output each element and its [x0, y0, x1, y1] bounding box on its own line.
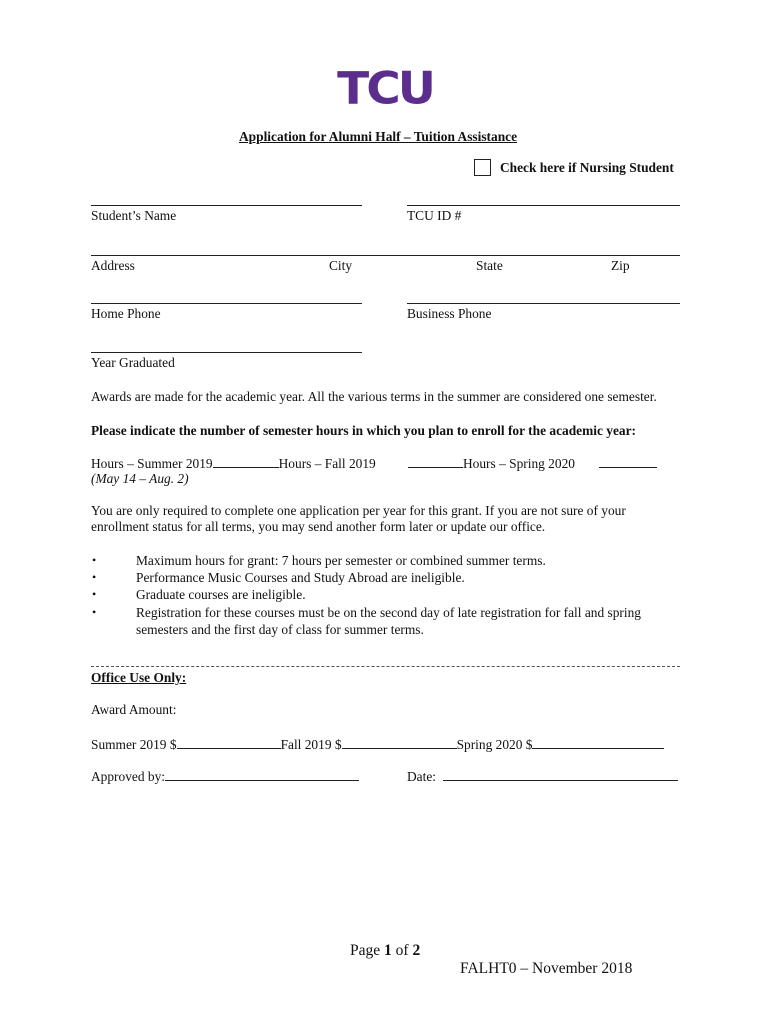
- tcu-id-label: TCU ID #: [407, 208, 462, 223]
- nursing-student-checkbox[interactable]: [474, 159, 491, 176]
- office-spring-label: Spring 2020 $: [456, 737, 533, 752]
- office-summer-field[interactable]: [177, 735, 281, 749]
- city-label: City: [329, 258, 353, 273]
- page-of: of: [395, 942, 409, 959]
- bullet-4-dot: •: [92, 605, 97, 619]
- bullet-2: Performance Music Courses and Study Abroad are ineligible.: [136, 570, 465, 585]
- tcu-logo: TCU: [337, 62, 433, 115]
- hours-fall-field[interactable]: [408, 454, 463, 468]
- bullet-1-dot: •: [92, 553, 97, 567]
- hours-summer-label: [91, 454, 376, 472]
- bullet-4-continuation: semesters and the first day of class for summer terms.: [136, 622, 424, 637]
- office-summer-label: Summer 2019 $: [91, 737, 177, 752]
- hours-fall-text: Hours – Fall 2019: [278, 456, 376, 471]
- office-fall-field[interactable]: [342, 735, 457, 749]
- office-fall-label: Fall 2019 $: [280, 737, 342, 752]
- hours-prompt: Please indicate the number of semester hours in which you plan to enroll for the academic year:: [91, 423, 637, 438]
- hours-spring-field[interactable]: [599, 454, 657, 468]
- approved-by-row: [91, 767, 359, 785]
- hours-spring-text: Hours – Spring 2020: [463, 456, 575, 471]
- home-phone-label: Home Phone: [91, 306, 161, 321]
- bullet-4: Registration for these courses must be on the second day of late registration for fall and spring: [136, 605, 641, 620]
- office-amounts-row: [91, 735, 664, 753]
- form-code: FALHT0 – November 2018: [460, 960, 633, 977]
- application-note-line1: You are only required to complete one application per year for this grant. If you are not sure of your: [91, 503, 626, 518]
- zip-label: Zip: [611, 258, 630, 273]
- address-field[interactable]: [91, 255, 680, 256]
- page-number: [350, 942, 420, 960]
- student-name-field[interactable]: [91, 205, 362, 206]
- nursing-student-label: Check here if Nursing Student: [500, 160, 674, 175]
- year-graduated-label: Year Graduated: [91, 355, 175, 370]
- page-prefix: Page: [350, 942, 381, 959]
- hours-summer-text: Hours – Summer 2019: [91, 456, 213, 471]
- date-field[interactable]: [443, 767, 678, 781]
- student-name-label: Student’s Name: [91, 208, 177, 223]
- address-label: Address: [91, 258, 135, 273]
- business-phone-label: Business Phone: [407, 306, 492, 321]
- form-title: Application for Alumni Half – Tuition Assistance: [239, 129, 518, 144]
- date-row: [407, 767, 678, 785]
- home-phone-field[interactable]: [91, 303, 362, 304]
- page-total: 2: [412, 942, 421, 959]
- bullet-1: Maximum hours for grant: 7 hours per semester or combined summer terms.: [136, 553, 546, 568]
- tcu-id-field[interactable]: [407, 205, 680, 206]
- approved-by-label: Approved by:: [91, 769, 166, 784]
- bullet-2-dot: •: [92, 570, 97, 584]
- hours-spring-label: [408, 454, 575, 472]
- page-current: 1: [384, 942, 392, 959]
- office-spring-field[interactable]: [532, 735, 664, 749]
- date-label: Date:: [407, 769, 436, 784]
- award-amount-label: Award Amount:: [91, 702, 177, 717]
- bullet-3: Graduate courses are ineligible.: [136, 587, 306, 602]
- approved-by-field[interactable]: [165, 767, 359, 781]
- office-divider: [91, 666, 680, 667]
- awards-note: Awards are made for the academic year. All the various terms in the summer are considered one semester.: [91, 389, 657, 404]
- application-note-line2: enrollment status for all terms, you may send another form later or update our office.: [91, 519, 546, 534]
- year-graduated-field[interactable]: [91, 352, 362, 353]
- bullet-3-dot: •: [92, 587, 97, 601]
- state-label: State: [476, 258, 503, 273]
- business-phone-field[interactable]: [407, 303, 680, 304]
- office-use-heading: Office Use Only:: [91, 670, 187, 685]
- summer-dates: (May 14 – Aug. 2): [91, 471, 189, 486]
- hours-summer-field[interactable]: [213, 454, 279, 468]
